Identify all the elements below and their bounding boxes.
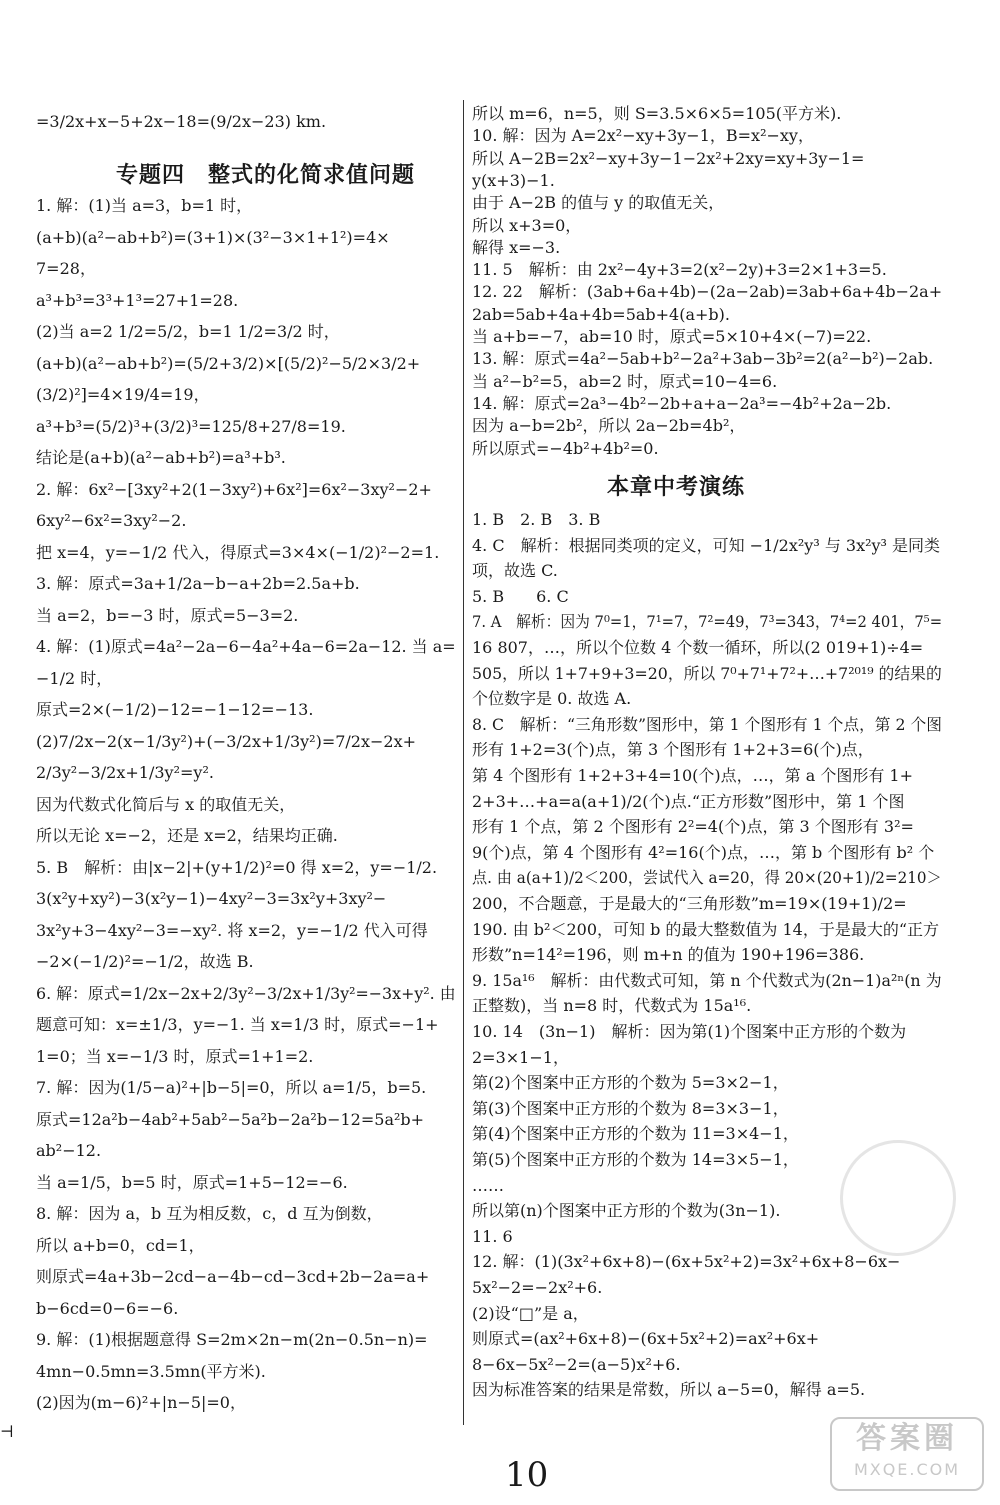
answer-line: 第(2)个图案中正方形的个数为 5=3×2−1， xyxy=(472,1073,789,1093)
answer-line: 形数”n=14²=196，则 m+n 的值为 190+196=386. xyxy=(472,945,865,965)
answer-line: 因为标准答案的结果是常数，所以 a−5=0，解得 a=5. xyxy=(472,1380,866,1400)
intro-line: =3/2x+x−5+2x−18=(9/2x−23) km. xyxy=(36,112,327,131)
answer-line: 点. 由 a(a+1)/2＜200，尝试代入 a=20，得 20×(20+1)/2=210＞ xyxy=(472,868,942,888)
answer-line: (2)当 a=2 1/2=5/2，b=1 1/2=3/2 时， xyxy=(36,322,340,341)
answer-line: (a+b)(a²−ab+b²)=(3+1)×(3²−3×1+1²)=4× xyxy=(36,227,390,247)
answer-line: 13. 解：原式=4a²−5ab+b²−2a²+3ab−3b²=2(a²−b²)−2ab. xyxy=(472,349,934,369)
answer-line: 200，不合题意，于是最大的“三角形数”m=19×(19+1)/2= xyxy=(472,894,907,913)
answer-line: 个位数字是 0. 故选 A. xyxy=(472,689,632,709)
answer-line: 形有 1 个点，第 2 个图形有 2²=4(个)点，第 3 个图形有 3²= xyxy=(472,817,914,837)
watermark-logo xyxy=(830,1417,984,1491)
answer-line: 所以 x+3=0， xyxy=(472,215,582,235)
answer-line: 由于 A−2B 的值与 y 的取值无关， xyxy=(472,193,725,213)
answer-line: 9. 解：(1)根据题意得 S=2m×2n−m(2n−0.5n−n)= xyxy=(36,1330,428,1349)
answer-line: 1. 解：(1)当 a=3，b=1 时， xyxy=(36,196,253,215)
answer-line: 1. B 2. B 3. B xyxy=(472,510,601,529)
answer-line: 7=28， xyxy=(36,259,96,278)
answer-line: ab²−12. xyxy=(36,1141,102,1160)
answer-line: 所以第(n)个图案中正方形的个数为(3n−1). xyxy=(472,1201,781,1221)
answer-line: 2ab=5ab+4a+4b=5ab+4(a+b). xyxy=(472,304,730,324)
answer-line: 12. 22 解析：(3ab+6a+4b)−(2a−2ab)=3ab+6a+4b−2a+ xyxy=(472,282,943,302)
answer-line: 10. 解：因为 A=2x²−xy+3y−1，B=x²−xy， xyxy=(472,126,814,146)
answer-line: (2)设“□”是 a， xyxy=(472,1303,589,1323)
answer-line: …… xyxy=(472,1175,504,1195)
answer-line: 3(x²y+xy²)−3(x²y−1)−4xy²−3=3x²y+3xy²− xyxy=(36,889,387,908)
answer-line: 9(个)点，第 4 个图形有 4²=16(个)点，…，第 b 个图形有 b² 个 xyxy=(472,842,935,862)
answer-line: 12. 解：(1)(3x²+6x+8)−(6x+5x²+2)=3x²+6x+8−6x− xyxy=(472,1252,901,1272)
watermark-main: 答案圈 xyxy=(856,1421,958,1456)
answer-line: (a+b)(a²−ab+b²)=(5/2+3/2)×[(5/2)²−5/2×3/2+ xyxy=(36,353,421,373)
answer-line: 11. 6 xyxy=(472,1226,513,1246)
answer-line: 当 a=2，b=−3 时，原式=5−3=2. xyxy=(36,605,299,625)
answer-line: a³+b³=3³+1³=27+1=28. xyxy=(36,290,239,310)
margin-mark: ⊣ xyxy=(0,1422,14,1441)
answer-line: 4. 解：(1)原式=4a²−2a−6−4a²+4a−6=2a−12. 当 a= xyxy=(36,637,456,656)
answer-line: 则原式=4a+3b−2cd−a−4b−cd−3cd+2b−2a=a+ xyxy=(36,1267,430,1286)
answer-line: 所以无论 x=−2，还是 x=2，结果均正确. xyxy=(36,826,338,845)
answer-line: 8. C 解析：“三角形数”图形中，第 1 个图形有 1 个点，第 2 个图 xyxy=(472,714,943,734)
answer-line: 所以 m=6，n=5，则 S=3.5×6×5=105(平方米). xyxy=(472,104,842,123)
answer-line: (3/2)²]=4×19/4=19， xyxy=(36,385,210,404)
answer-line: 4mn−0.5mn=3.5mn(平方米). xyxy=(36,1361,266,1381)
answer-line: 原式=12a²b−4ab²+5ab²−5a²b−2a²b−12=5a²b+ xyxy=(36,1109,425,1129)
answer-line: 505，所以 1+7+9+3=20，所以 7⁰+7¹+7²+…+7²⁰¹⁹ 的结果的 xyxy=(472,663,942,683)
answer-line: (2)7/2x−2(x−1/3y²)+(−3/2x+1/3y²)=7/2x−2x+ xyxy=(36,731,417,751)
column-divider xyxy=(463,100,464,1425)
answer-line: a³+b³=(5/2)³+(3/2)³=125/8+27/8=19. xyxy=(36,416,346,436)
answer-line: 因为 a−b=2b²，所以 2a−2b=4b²， xyxy=(472,416,746,436)
answer-line: 第(5)个图案中正方形的个数为 14=3×5−1， xyxy=(472,1150,799,1169)
answer-line: 解得 x=−3. xyxy=(472,237,561,257)
answer-line: 2/3y²−3/2x+1/3y²=y². xyxy=(36,763,214,782)
answer-line: 5. B 6. C xyxy=(472,586,569,606)
answer-line: 2. 解：6x²−[3xy²+2(1−3xy²)+6x²]=6x²−3xy²−2+ xyxy=(36,479,432,499)
faded-stamp xyxy=(824,1124,973,1273)
answer-line: 形有 1+2=3(个)点，第 3 个图形有 1+2+3=6(个)点， xyxy=(472,740,874,760)
answer-line: 第(3)个图案中正方形的个数为 8=3×3−1， xyxy=(472,1098,789,1118)
answer-line: 当 a=1/5，b=5 时，原式=1+5−12=−6. xyxy=(36,1172,348,1192)
answer-line: −2×(−1/2)²=−1/2，故选 B. xyxy=(36,952,254,971)
answer-line: 3x²y+3−4xy²−3=−xy². 将 x=2，y=−1/2 代入可得 xyxy=(36,920,428,940)
answer-line: 4. C 解析：根据同类项的定义，可知 −1/2x²y³ 与 3x²y³ 是同类 xyxy=(472,535,941,555)
answer-line: 题意可知：x=±1/3，y=−1. 当 x=1/3 时，原式=−1+ xyxy=(36,1015,439,1034)
answer-line: 所以 a+b=0，cd=1， xyxy=(36,1235,205,1255)
answer-line: 所以 A−2B=2x²−xy+3y−1−2x²+2xy=xy+3y−1= xyxy=(472,148,865,168)
answer-line: 3. 解：原式=3a+1/2a−b−a+2b=2.5a+b. xyxy=(36,574,360,593)
answer-line: 结论是(a+b)(a²−ab+b²)=a³+b³. xyxy=(36,448,286,467)
watermark-sub: MXQE.COM xyxy=(853,1460,961,1479)
answer-line: 正整数)，当 n=8 时，代数式为 15a¹⁶. xyxy=(472,996,752,1016)
answer-line: 7. A 解析：因为 7⁰=1，7¹=7，7²=49，7³=343，7⁴=2 401，7⁵= xyxy=(472,612,943,632)
answer-line: 项，故选 C. xyxy=(472,561,558,581)
answer-line: (2)因为(m−6)²+|n−5|=0， xyxy=(36,1393,246,1412)
answer-line: 7. 解：因为(1/5−a)²+|b−5|=0，所以 a=1/5，b=5. xyxy=(36,1078,427,1097)
answer-line: 1=0；当 x=−1/3 时，原式=1+1=2. xyxy=(36,1046,314,1066)
answer-line: 11. 5 解析：由 2x²−4y+3=2(x²−2y)+3=2×1+3=5. xyxy=(472,260,887,280)
page-mark: 10 xyxy=(505,1455,549,1495)
answer-line: 当 a+b=−7，ab=10 时，原式=5×10+4×(−7)=22. xyxy=(472,327,872,346)
answer-line: 16 807，…，所以个位数 4 个数一循环，所以(2 019+1)÷4= xyxy=(472,638,924,657)
answer-line: 9. 15a¹⁶ 解析：由代数式可知，第 n 个代数式为(2n−1)a²ⁿ(n 为 xyxy=(472,970,942,990)
answer-line: 则原式=(ax²+6x+8)−(6x+5x²+2)=ax²+6x+ xyxy=(472,1329,820,1349)
answer-line: 第(4)个图案中正方形的个数为 11=3×4−1， xyxy=(472,1124,799,1144)
answer-line: 10. 14 (3n−1) 解析：因为第(1)个图案中正方形的个数为 xyxy=(472,1022,907,1041)
answer-line: 8−6x−5x²−2=(a−5)x²+6. xyxy=(472,1354,681,1374)
answer-line: 6xy²−6x²=3xy²−2. xyxy=(36,511,187,530)
answer-line: 8. 解：因为 a，b 互为相反数，c，d 互为倒数， xyxy=(36,1204,383,1223)
answer-line: 原式=2×(−1/2)−12=−1−12=−13. xyxy=(36,700,314,719)
answer-line: 5. B 解析：由|x−2|+(y+1/2)²=0 得 x=2，y=−1/2. xyxy=(36,857,438,877)
answer-line: 因为代数式化简后与 x 的取值无关， xyxy=(36,794,296,814)
answer-line: 190. 由 b²＜200，可知 b 的最大整数值为 14，于是最大的“正方 xyxy=(472,919,940,939)
answer-line: 5x²−2=−2x²+6. xyxy=(472,1278,603,1297)
section-title-right: 本章中考演练 xyxy=(607,475,746,500)
answer-line: −1/2 时， xyxy=(36,668,113,688)
answer-line: 2+3+…+a=a(a+1)/2(个)点.“正方形数”图形中，第 1 个图 xyxy=(472,791,905,811)
answer-line: 所以原式=−4b²+4b²=0. xyxy=(472,438,659,458)
answer-line: 2=3×1−1， xyxy=(472,1047,569,1067)
answer-line: 第 4 个图形有 1+2+3+4=10(个)点，…，第 a 个图形有 1+ xyxy=(472,766,914,785)
answer-line: 把 x=4，y=−1/2 代入，得原式=3×4×(−1/2)²−2=1. xyxy=(36,542,440,562)
answer-line: y(x+3)−1. xyxy=(472,170,555,190)
answer-line: 14. 解：原式=2a³−4b²−2b+a+a−2a³=−4b²+2a−2b. xyxy=(472,393,892,413)
answer-line: 当 a²−b²=5，ab=2 时，原式=10−4=6. xyxy=(472,371,778,391)
section-title-left: 专题四 整式的化简求值问题 xyxy=(116,163,416,188)
answer-line: 6. 解：原式=1/2x−2x+2/3y²−3/2x+1/3y²=−3x+y². 由 xyxy=(36,983,456,1003)
answer-line: b−6cd=0−6=−6. xyxy=(36,1298,179,1318)
